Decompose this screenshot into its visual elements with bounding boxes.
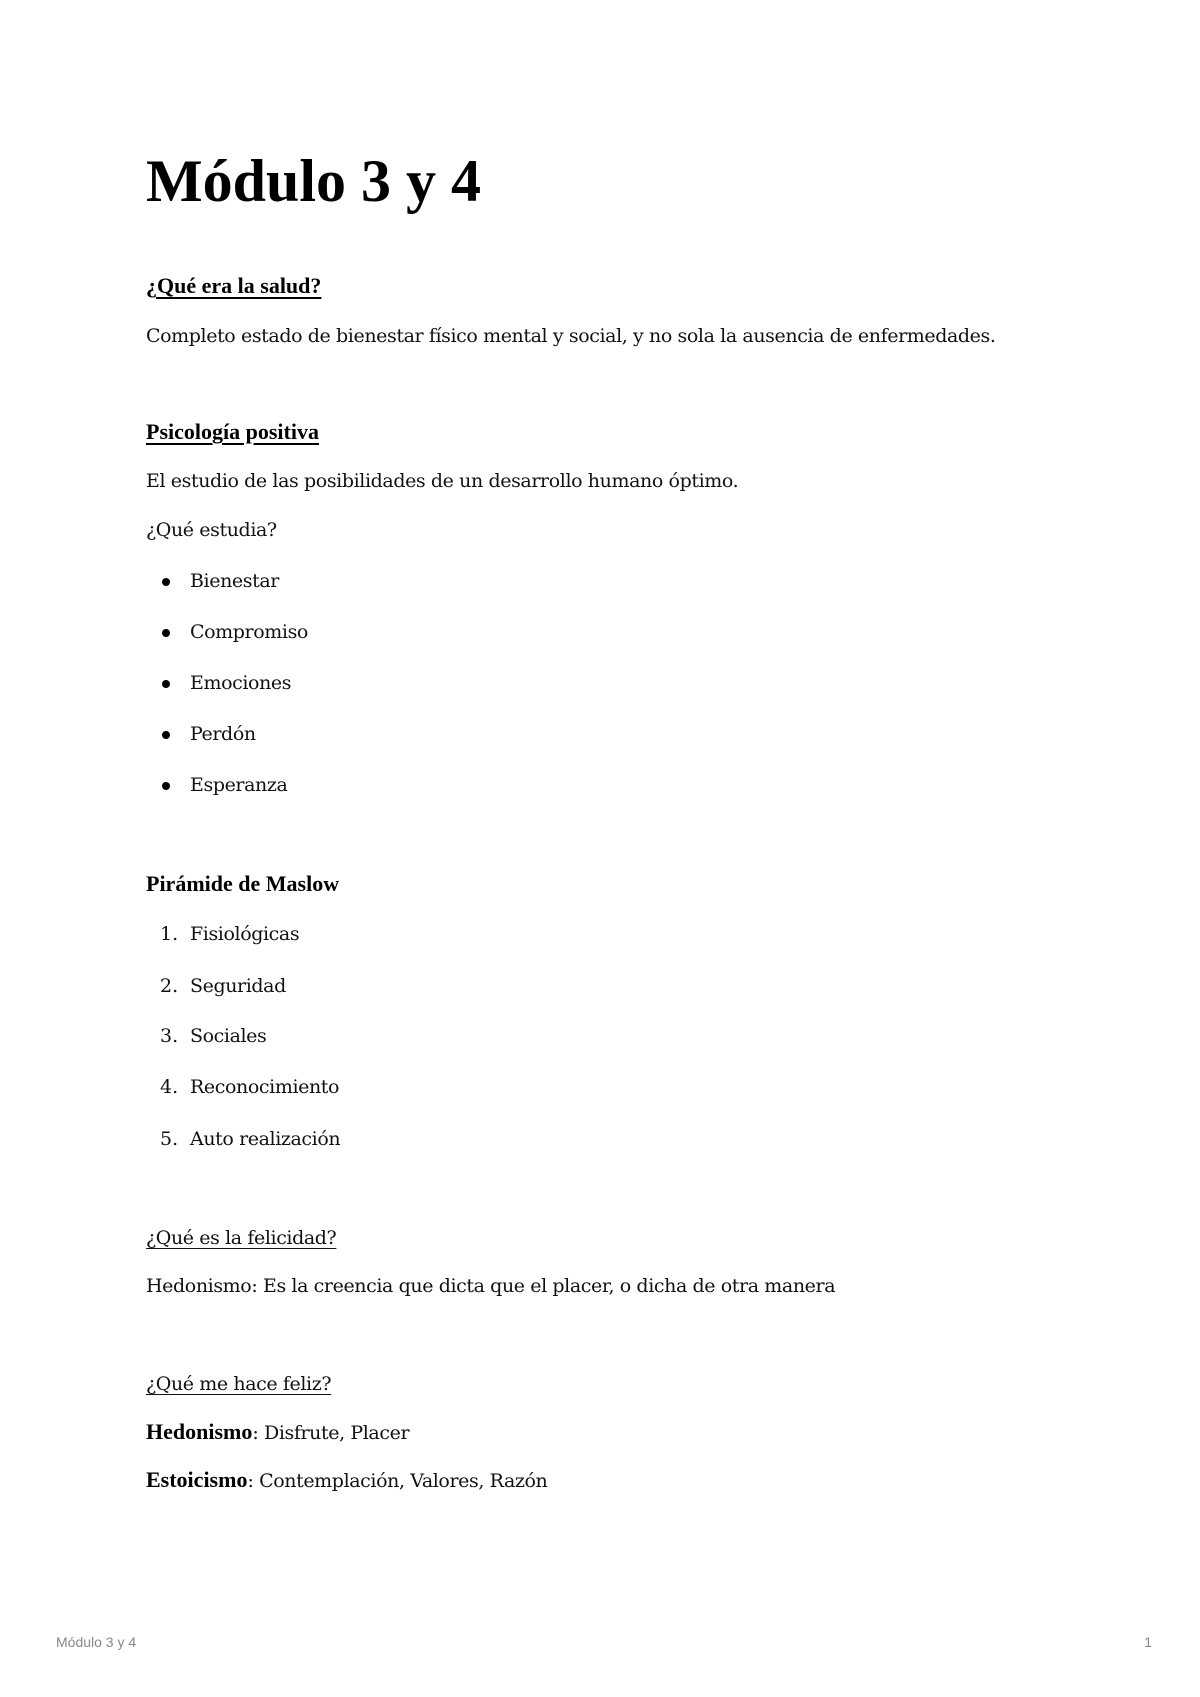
paragraph-psicologia: El estudio de las posibilidades de un desarrollo humano óptimo. (146, 470, 739, 492)
definition-line (146, 1466, 547, 1495)
list-number: 4. (160, 1076, 179, 1098)
list-item: Reconocimiento (190, 1076, 340, 1098)
section-heading-feliz: ¿Qué me hace feliz? (146, 1373, 332, 1395)
definition-text: : Disfrute, Placer (252, 1422, 410, 1444)
footer-title: Módulo 3 y 4 (56, 1634, 137, 1650)
definition-line (146, 1418, 409, 1447)
list-item: Sociales (190, 1025, 267, 1047)
definition-term: Estoicismo (146, 1467, 248, 1492)
list-item: Seguridad (190, 975, 286, 997)
paragraph-salud: Completo estado de bienestar físico mental y social, y no sola la ausencia de enfermedades. (146, 325, 996, 347)
list-number: 2. (160, 975, 179, 997)
list-number: 3. (160, 1025, 179, 1047)
bullet-icon (162, 782, 170, 790)
list-item: Perdón (190, 723, 256, 745)
section-heading-maslow: Pirámide de Maslow (146, 871, 340, 896)
bullet-icon (162, 680, 170, 688)
bullet-icon (162, 629, 170, 637)
section-heading-felicidad: ¿Qué es la felicidad? (146, 1227, 337, 1249)
list-item: Fisiológicas (190, 923, 300, 945)
page-title: Módulo 3 y 4 (146, 148, 482, 214)
bullet-icon (162, 578, 170, 586)
paragraph-felicidad: Hedonismo: Es la creencia que dicta que el placer, o dicha de otra manera (146, 1275, 836, 1297)
list-number: 5. (160, 1128, 179, 1150)
list-item: Emociones (190, 672, 292, 694)
section-heading-salud: ¿Qué era la salud? (146, 273, 322, 298)
list-item: Compromiso (190, 621, 308, 643)
bullet-icon (162, 731, 170, 739)
list-item: Esperanza (190, 774, 288, 796)
list-item: Auto realización (190, 1128, 341, 1150)
list-number: 1. (160, 923, 179, 945)
definition-term: Hedonismo (146, 1419, 253, 1444)
question-que-estudia: ¿Qué estudia? (146, 519, 277, 541)
page-number: 1 (1144, 1634, 1152, 1650)
list-item: Bienestar (190, 570, 279, 592)
section-heading-psicologia: Psicología positiva (146, 419, 319, 444)
definition-text: : Contemplación, Valores, Razón (247, 1470, 548, 1492)
